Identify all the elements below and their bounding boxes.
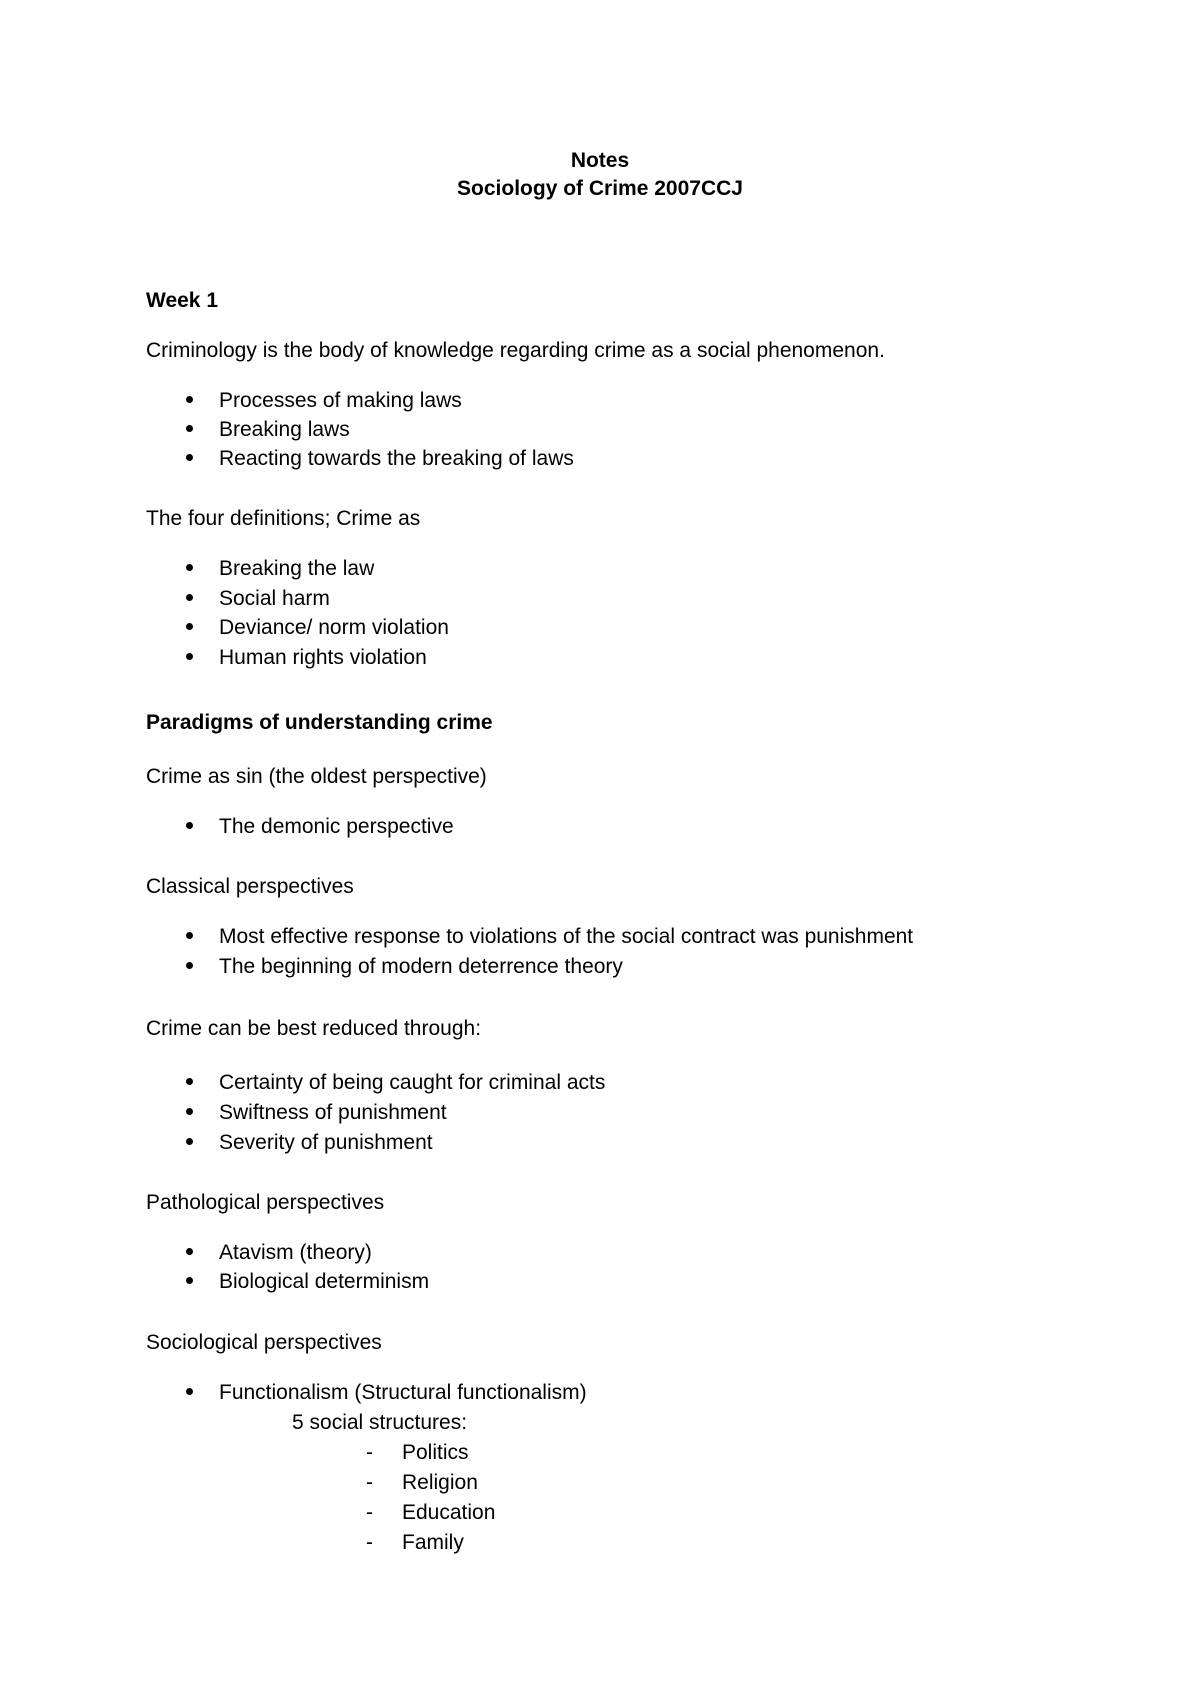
sociological-heading: Sociological perspectives (146, 1331, 382, 1354)
doc-subtitle: Sociology of Crime 2007CCJ (457, 177, 743, 200)
bullet-icon (186, 1388, 193, 1395)
document-page: Notes Sociology of Crime 2007CCJ Week 1 Criminology is the body of knowledge regarding crime as a social phenomenon. Processes of making laws Breaking laws Reacting towards the breaking of laws The four definitions; Crime as Breaking the law Social harm Deviance/ norm violation Human rights violation Paradigms of understanding crime Crime as sin (the oldest perspective) The demonic perspective Classical perspectives Most effective response to violations of the social contract was punishment The beginning of modern deterrence theory Crime can be best reduced through: Certainty of being caught for criminal acts Swiftness of punishment Severity of punishment Pathological perspectives Atavism (theory) Biological determinism Sociological perspectives Functionalism (Structural functionalism) 5 social structures: - Politics - Religion - Education - Family (0, 0, 1200, 1698)
bullet-icon (186, 1078, 193, 1085)
bullet-icon (186, 822, 193, 829)
bullet-icon (186, 962, 193, 969)
bullet-icon (186, 1248, 193, 1255)
dash-marker: - (366, 1501, 373, 1524)
classical-heading: Classical perspectives (146, 875, 354, 898)
bullet-icon (186, 564, 193, 571)
bullet-icon (186, 932, 193, 939)
dash-marker: - (366, 1441, 373, 1464)
bullet-icon (186, 1277, 193, 1284)
dash-marker: - (366, 1471, 373, 1494)
paradigms-heading: Paradigms of understanding crime (146, 711, 493, 734)
dash-marker: - (366, 1531, 373, 1554)
bullet-icon (186, 425, 193, 432)
bullet-icon (186, 1138, 193, 1145)
week-heading: Week 1 (146, 289, 218, 312)
bullet-icon (186, 454, 193, 461)
doc-title: Notes (570, 149, 630, 172)
pathological-heading: Pathological perspectives (146, 1191, 385, 1214)
reduced-heading: Crime can be best reduced through: (146, 1017, 482, 1040)
bullet-icon (186, 396, 193, 403)
definitions-heading: The four definitions; Crime as (146, 507, 421, 530)
bullet-icon (186, 1108, 193, 1115)
structures-heading: 5 social structures: (292, 1411, 468, 1434)
bullet-icon (186, 623, 193, 630)
bullet-icon (186, 594, 193, 601)
bullet-icon (186, 653, 193, 660)
sin-heading: Crime as sin (the oldest perspective) (146, 765, 487, 788)
intro-paragraph: Criminology is the body of knowledge regarding crime as a social phenomenon. (146, 339, 885, 362)
